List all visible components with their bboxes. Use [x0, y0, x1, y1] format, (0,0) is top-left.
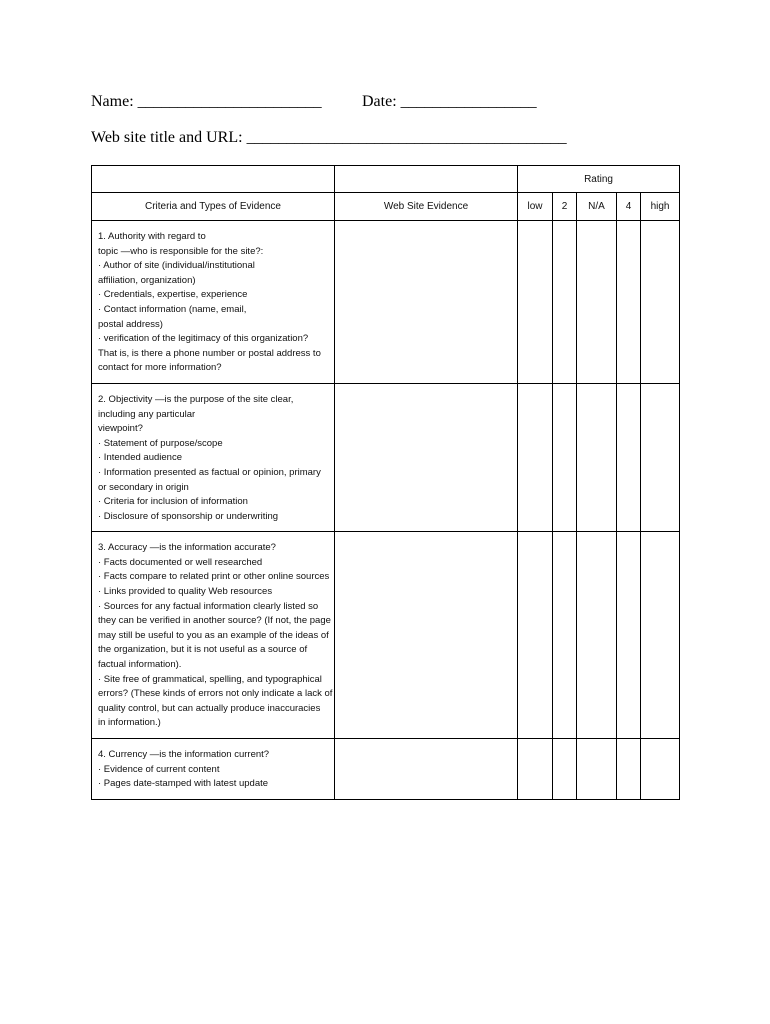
criteria-text-line: · Site free of grammatical, spelling, and typographical	[98, 673, 322, 685]
criteria-row	[92, 739, 680, 800]
criteria-text-line: postal address)	[98, 318, 163, 330]
rating-2-header: 2	[553, 193, 577, 221]
rating-low-cell[interactable]	[518, 739, 553, 800]
criteria-row	[92, 383, 680, 531]
evidence-column-header: Web Site Evidence	[335, 193, 518, 221]
criteria-text-line: may still be useful to you as an example of the ideas of	[98, 629, 329, 641]
criteria-text-line: · Intended audience	[98, 452, 182, 464]
criteria-text-line: · Links provided to quality Web resources	[98, 586, 273, 598]
criteria-text-line: · verification of the legitimacy of this organization?	[98, 333, 309, 345]
criteria-text-line: · Contact information (name, email,	[98, 303, 247, 315]
criteria-text-line: in information.)	[98, 717, 161, 729]
rating-low-cell[interactable]	[518, 383, 553, 531]
criteria-text-line: · Pages date-stamped with latest update	[98, 778, 269, 790]
criteria-text-line: including any particular	[98, 408, 196, 420]
rating-na-cell[interactable]	[577, 739, 617, 800]
rating-high-cell[interactable]	[641, 739, 680, 800]
rating-na-cell[interactable]	[577, 383, 617, 531]
rating-2-cell[interactable]	[553, 221, 577, 384]
criteria-text-line: affiliation, organization)	[98, 274, 196, 286]
criteria-text-line: · Evidence of current content	[98, 763, 220, 775]
blank-header-cell	[335, 166, 518, 193]
criteria-cell	[92, 739, 335, 800]
evaluation-table	[91, 165, 680, 800]
blank-header-cell	[92, 166, 335, 193]
rating-group-header: Rating	[518, 166, 680, 193]
rating-na-cell[interactable]	[577, 221, 617, 384]
criteria-text-line: That is, is there a phone number or postal address to	[98, 347, 321, 359]
criteria-cell	[92, 221, 335, 384]
rating-low-header: low	[518, 193, 553, 221]
criteria-text-line: factual information).	[98, 659, 182, 671]
criteria-text-line: 3. Accuracy —is the information accurate?	[98, 542, 276, 554]
rating-na-cell[interactable]	[577, 532, 617, 739]
rating-4-cell[interactable]	[617, 221, 641, 384]
rating-high-cell[interactable]	[641, 532, 680, 739]
criteria-text-line: viewpoint?	[98, 423, 143, 435]
criteria-text-line: · Facts compare to related print or other online sources	[98, 571, 330, 583]
criteria-text-line: 2. Objectivity —is the purpose of the site clear,	[98, 393, 294, 405]
criteria-text-line: · Information presented as factual or opinion, primary	[98, 466, 321, 478]
criteria-text-line: · Criteria for inclusion of information	[98, 496, 248, 508]
website-url-field-line[interactable]: Web site title and URL: ________________________________________	[91, 129, 567, 146]
criteria-text-line: contact for more information?	[98, 362, 222, 374]
rating-header-row	[92, 166, 680, 193]
criteria-text-line: 4. Currency —is the information current?	[98, 749, 270, 761]
rating-2-cell[interactable]	[553, 739, 577, 800]
rating-high-cell[interactable]	[641, 221, 680, 384]
rating-na-header: N/A	[577, 193, 617, 221]
criteria-text-line: topic —who is responsible for the site?:	[98, 245, 264, 257]
criteria-text-line: · Sources for any factual information clearly listed so	[98, 600, 319, 612]
criteria-rows	[92, 221, 680, 800]
criteria-text-line: they can be verified in another source? (If not, the page	[98, 615, 331, 627]
criteria-text-line: or secondary in origin	[98, 481, 189, 493]
criteria-cell	[92, 383, 335, 531]
date-field-line[interactable]: Date: _________________	[362, 93, 537, 110]
criteria-text-line: · Statement of purpose/scope	[98, 437, 223, 449]
criteria-text-line: the organization, but it is not useful as a source of	[98, 644, 308, 656]
web-site-evidence-cell[interactable]	[335, 221, 518, 384]
rating-4-cell[interactable]	[617, 532, 641, 739]
web-site-evidence-cell[interactable]	[335, 532, 518, 739]
web-site-evidence-cell[interactable]	[335, 739, 518, 800]
web-site-evidence-cell[interactable]	[335, 383, 518, 531]
criteria-text-line: quality control, but can actually produce inaccuracies	[98, 702, 321, 714]
rating-2-cell[interactable]	[553, 532, 577, 739]
criteria-cell	[92, 532, 335, 739]
criteria-row	[92, 221, 680, 384]
criteria-text-line: · Disclosure of sponsorship or underwriting	[98, 510, 279, 522]
name-field-line[interactable]: Name: _______________________	[91, 93, 322, 110]
criteria-row	[92, 532, 680, 739]
criteria-text-line: · Author of site (individual/institutional	[98, 260, 255, 272]
rating-2-cell[interactable]	[553, 383, 577, 531]
criteria-text-line: 1. Authority with regard to	[98, 231, 206, 242]
rating-low-cell[interactable]	[518, 221, 553, 384]
rating-high-header: high	[641, 193, 680, 221]
criteria-text-line: · Facts documented or well researched	[98, 556, 263, 568]
rating-4-cell[interactable]	[617, 739, 641, 800]
criteria-text-line: · Credentials, expertise, experience	[98, 289, 248, 301]
rating-low-cell[interactable]	[518, 532, 553, 739]
criteria-text-line: errors? (These kinds of errors not only indicate a lack of	[98, 688, 333, 700]
column-header-row	[92, 193, 680, 221]
rating-high-cell[interactable]	[641, 383, 680, 531]
rating-4-cell[interactable]	[617, 383, 641, 531]
criteria-column-header: Criteria and Types of Evidence	[92, 193, 335, 221]
rating-4-header: 4	[617, 193, 641, 221]
